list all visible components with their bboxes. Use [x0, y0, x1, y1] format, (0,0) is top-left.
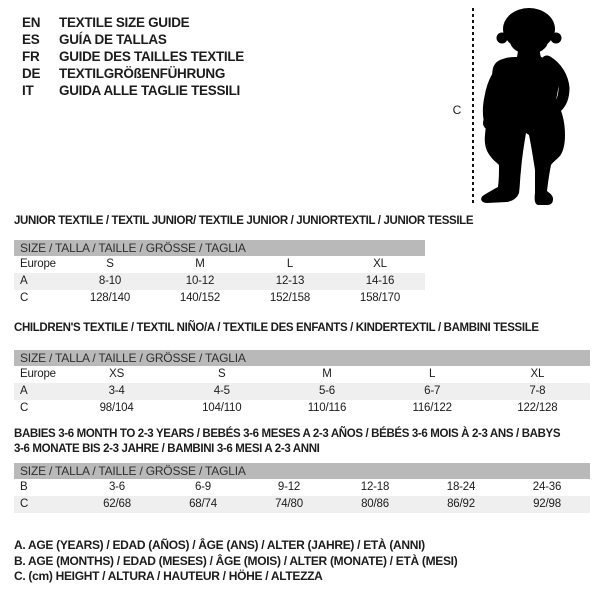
- size-value-cell: 24-36: [532, 481, 562, 493]
- junior-size-table: [14, 240, 425, 307]
- size-value-cell: 62/68: [74, 496, 160, 513]
- language-row-es: [22, 31, 244, 48]
- size-header-cell: SIZE / TALLA / TAILLE / GRÖSSE / TAGLIA: [14, 463, 590, 479]
- size-value-cell: 152/158: [269, 292, 311, 304]
- language-row-en: [22, 14, 244, 31]
- language-title: GUIDE DES TAILLES TEXTILE: [59, 49, 245, 64]
- size-value-cell: 6-7: [380, 383, 485, 400]
- size-value-cell: 122/128: [517, 402, 558, 414]
- size-value-cell: 4-5: [169, 383, 274, 400]
- table-row: [14, 366, 590, 383]
- size-value-cell: XS: [109, 368, 125, 380]
- size-value-cell: 8-10: [65, 273, 155, 290]
- junior-section-title: JUNIOR TEXTILE / TEXTIL JUNIOR/ TEXTILE JUNIOR / JUNIORTEXTIL / JUNIOR TESSILE: [14, 215, 474, 227]
- size-value-cell: 3-6: [108, 481, 126, 493]
- row-label-cell: A: [14, 273, 65, 290]
- size-value-cell: 12-18: [360, 481, 390, 493]
- size-value-cell: L: [429, 368, 436, 380]
- note-height-cm: C. (cm) HEIGHT / ALTURA / HAUTEUR / HÖHE / ALTEZZA: [14, 569, 323, 583]
- size-value-cell: 12-13: [245, 273, 335, 290]
- size-value-cell: 98/104: [99, 402, 134, 414]
- language-row-fr: [22, 48, 244, 65]
- row-label-cell: C: [20, 292, 29, 304]
- language-row-de: [22, 65, 244, 82]
- size-header-row: [14, 350, 590, 366]
- language-code: ES: [22, 32, 40, 47]
- legend-notes: [14, 538, 457, 585]
- size-header-cell: SIZE / TALLA / TAILLE / GRÖSSE / TAGLIA: [14, 350, 590, 366]
- size-header-row: [14, 240, 425, 256]
- size-header-cell: SIZE / TALLA / TAILLE / GRÖSSE / TAGLIA: [14, 240, 425, 256]
- size-value-cell: 14-16: [335, 273, 425, 290]
- row-label-cell: B: [20, 481, 28, 493]
- note-age-years: A. AGE (YEARS) / EDAD (AÑOS) / ÂGE (ANS) / ALTER (JAHRE) / ETÀ (ANNI): [14, 538, 425, 552]
- size-value-cell: 92/98: [504, 496, 590, 513]
- language-code: EN: [22, 15, 41, 30]
- baby-silhouette-icon: [477, 5, 573, 208]
- size-value-cell: M: [322, 368, 332, 380]
- language-title: GUÍA DE TALLAS: [59, 32, 167, 47]
- language-code: DE: [22, 66, 41, 81]
- table-row: [14, 496, 590, 513]
- height-measure-label: C: [452, 103, 462, 117]
- row-label-cell: Europe: [20, 258, 56, 270]
- size-value-cell: 86/92: [418, 496, 504, 513]
- size-value-cell: 3-4: [64, 383, 169, 400]
- language-title: GUIDA ALLE TAGLIE TESSILI: [59, 83, 240, 98]
- size-value-cell: 80/86: [332, 496, 418, 513]
- size-value-cell: 5-6: [274, 383, 379, 400]
- language-title-list: [22, 14, 244, 99]
- size-value-cell: 9-12: [277, 481, 301, 493]
- size-value-cell: 18-24: [446, 481, 476, 493]
- height-dashed-line: [472, 8, 474, 206]
- language-code: IT: [22, 83, 34, 98]
- size-value-cell: 116/122: [412, 402, 452, 414]
- size-value-cell: 6-9: [194, 481, 212, 493]
- size-value-cell: 104/110: [202, 402, 242, 414]
- row-label-cell: C: [20, 402, 29, 414]
- table-row: [14, 273, 425, 290]
- language-title: TEXTILGRÖßENFÜHRUNG: [59, 66, 226, 81]
- size-header-row: [14, 463, 590, 479]
- table-row: [14, 400, 590, 417]
- size-value-cell: 140/152: [179, 292, 221, 304]
- babies-size-table: [14, 463, 590, 513]
- size-value-cell: S: [106, 258, 114, 270]
- size-value-cell: 128/140: [89, 292, 131, 304]
- size-value-cell: 110/116: [307, 402, 347, 414]
- language-title: TEXTILE SIZE GUIDE: [59, 15, 190, 30]
- language-row-it: [22, 82, 244, 99]
- table-row: [14, 383, 590, 400]
- row-label-cell: A: [14, 383, 64, 400]
- size-value-cell: 10-12: [155, 273, 245, 290]
- size-value-cell: 7-8: [485, 383, 590, 400]
- size-value-cell: 74/80: [246, 496, 332, 513]
- babies-section-title: BABIES 3-6 MONTH TO 2-3 YEARS / BEBÉS 3-6 MESES A 2-3 AÑOS / BÉBÉS 3-6 MOIS À 2-3 ANS / BABYS 3-6 MONATE BIS 2-3 JAHRE / BAMBINI 3-6 MESI A 2-3 ANNI: [14, 428, 561, 455]
- table-row: [14, 290, 425, 307]
- children-size-table: [14, 350, 590, 417]
- table-row: [14, 479, 590, 496]
- size-value-cell: 158/170: [359, 292, 401, 304]
- row-label-cell: Europe: [20, 368, 56, 380]
- language-code: FR: [22, 49, 40, 64]
- table-row: [14, 256, 425, 273]
- children-section-title: CHILDREN'S TEXTILE / TEXTIL NIÑO/A / TEXTILE DES ENFANTS / KINDERTEXTIL / BAMBINI TESSILE: [14, 322, 539, 334]
- size-value-cell: L: [286, 258, 294, 270]
- note-age-months: B. AGE (MONTHS) / EDAD (MESES) / ÂGE (MOIS) / ALTER (MONATE) / ETÀ (MESI): [14, 553, 458, 568]
- size-value-cell: S: [218, 368, 226, 380]
- row-label-cell: C: [14, 496, 74, 513]
- size-value-cell: M: [195, 258, 205, 270]
- size-value-cell: XL: [530, 368, 545, 380]
- size-value-cell: XL: [373, 258, 387, 270]
- size-value-cell: 68/74: [160, 496, 246, 513]
